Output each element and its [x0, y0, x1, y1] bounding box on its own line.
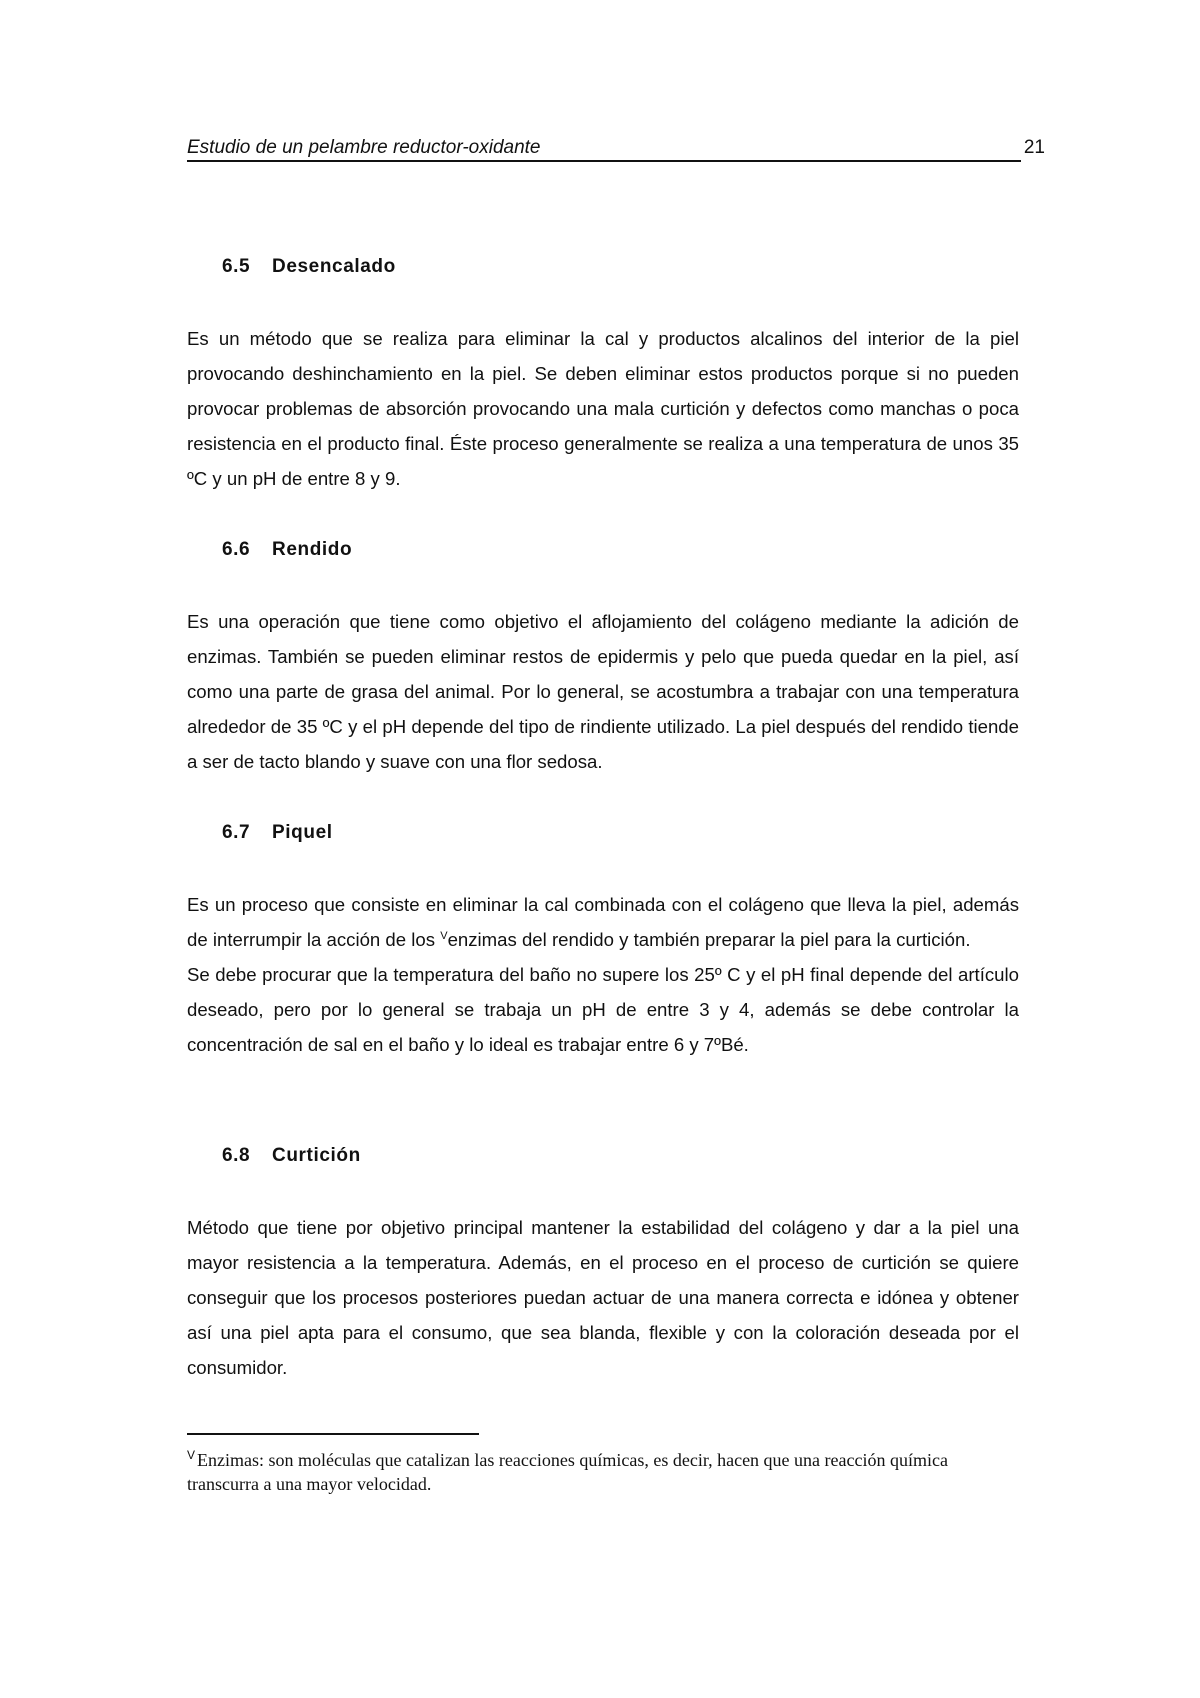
header-title: Estudio de un pelambre reductor-oxidante: [187, 136, 1021, 162]
section-title: Piquel: [272, 822, 333, 843]
page-number: 21: [1023, 137, 1045, 158]
section-paragraph: Se debe procurar que la temperatura del baño no supere los 25º C y el pH final depende del artículo deseado, pero por lo general se trabaja un pH de entre 3 y 4, además se debe controlar la concentración de sal en el baño y lo ideal es trabajar entre 6 y 7ºBé.: [187, 964, 1019, 1055]
paragraph-text: enzimas del rendido y también preparar la piel para la curtición.: [447, 929, 971, 950]
section-number: 6.6: [222, 539, 251, 560]
section-number: 6.7: [222, 822, 251, 843]
footnote-reference: V: [440, 929, 448, 942]
section-paragraph: Método que tiene por objetivo principal mantener la estabilidad del colágeno y dar a la piel una mayor resistencia a la temperatura. Además, en el proceso en el proceso de curtición se quiere conseguir que los procesos posteriores puedan actuar de una manera correcta e idónea y obtener así una piel apta para el consumo, que sea blanda, flexible y con la coloración deseada por el consumidor.: [187, 1217, 1019, 1378]
running-header: [187, 136, 1045, 162]
section-heading: [222, 818, 1019, 848]
section-curticion: [187, 1141, 1019, 1385]
section-heading: [222, 252, 1019, 282]
section-title: Curtición: [272, 1145, 361, 1166]
section-paragraph: Es un método que se realiza para eliminar la cal y productos alcalinos del interior de la piel provocando deshinchamiento en la piel. Se deben eliminar estos productos porque si no pueden provocar problemas de absorción provocando una mala curtición y defectos como manchas o poca resistencia en el producto final. Éste proceso generalmente se realiza a una temperatura de unos 35 ºC y un pH de entre 8 y 9.: [187, 328, 1019, 489]
section-title: Rendido: [272, 539, 353, 560]
footnote-text: Enzimas: son moléculas que catalizan las reacciones químicas, es decir, hacen que una reacción química transcurra a una mayor velocidad.: [187, 1450, 948, 1494]
section-title: Desencalado: [272, 256, 396, 277]
section-piquel: [187, 818, 1019, 1062]
footnote-mark: V: [187, 1448, 196, 1462]
section-number: 6.5: [222, 256, 251, 277]
section-number: 6.8: [222, 1145, 251, 1166]
paragraph-text: Es un proceso que consiste en eliminar la cal combinada con el colágeno que lleva la piel, además de interrumpir la acción de los: [187, 894, 1019, 950]
section-paragraph: Es una operación que tiene como objetivo el aflojamiento del colágeno mediante la adición de enzimas. También se pueden eliminar restos de epidermis y pelo que pueda quedar en la piel, así como una parte de grasa del animal. Por lo general, se acostumbra a trabajar con una temperatura alrededor de 35 ºC y el pH depende del tipo de rindiente utilizado. La piel después del rendido tiende a ser de tacto blando y suave con una flor sedosa.: [187, 611, 1019, 772]
section-rendido: [187, 535, 1019, 779]
section-paragraph: [187, 887, 1019, 957]
footnote-separator: [187, 1433, 479, 1435]
section-heading: [222, 1141, 1019, 1171]
section-desencalado: [187, 252, 1019, 496]
section-heading: [222, 535, 1019, 565]
footnote: [187, 1448, 1019, 1496]
